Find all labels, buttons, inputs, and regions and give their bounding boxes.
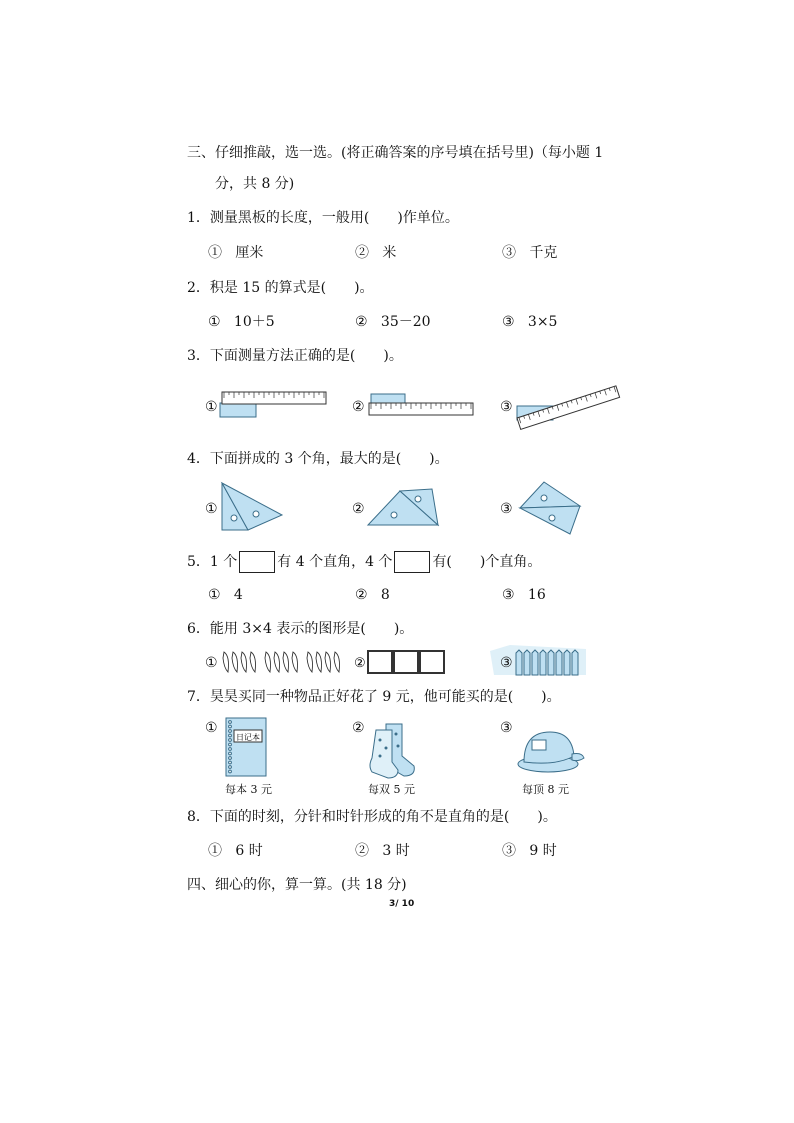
q8-option-2[interactable] <box>355 842 410 860</box>
q3-option-2-marker[interactable]: ② <box>352 399 365 415</box>
section4-title: 四、细心的你，算一算。(共 18 分) <box>187 877 407 893</box>
q3-ruler-figure-2 <box>367 390 477 420</box>
q2-option-1-text: 10＋5 <box>233 314 275 330</box>
question-6-stem: 6．能用 3×4 表示的图形是( )。 <box>187 621 414 637</box>
q1-option-2-text: 米 <box>382 245 397 261</box>
q7-option-3-marker[interactable]: ③ <box>500 720 513 736</box>
q5-option-2-marker: ② <box>355 587 368 603</box>
q2-option-1-marker: ① <box>208 314 221 330</box>
q5-option-2-text: 8 <box>380 587 390 603</box>
q8-option-1-text: 6 时 <box>235 843 263 859</box>
q1-option-2[interactable] <box>355 244 396 262</box>
q1-option-1-marker: ① <box>208 245 222 261</box>
q3-option-1-marker[interactable]: ① <box>205 399 218 415</box>
q8-option-3-text: 9 时 <box>529 843 557 859</box>
q8-option-3-marker: ③ <box>502 843 516 859</box>
rectangle-box-2 <box>394 551 430 573</box>
q5-option-1[interactable] <box>208 586 243 604</box>
q5-option-1-marker: ① <box>208 587 221 603</box>
question-7-stem: 7．昊昊买同一种物品正好花了 9 元，他可能买的是( )。 <box>187 689 561 705</box>
q2-option-2[interactable] <box>355 313 431 331</box>
q7-cap-figure <box>516 726 586 776</box>
q4-angle-figure-2 <box>366 485 441 530</box>
question-8-stem: 8．下面的时刻，分针和时针形成的角不是直角的是( )。 <box>187 809 557 825</box>
question-5-stem <box>187 551 541 573</box>
q1-option-3-marker: ③ <box>502 245 516 261</box>
q7-socks-figure <box>368 722 420 780</box>
q7-option-1-marker[interactable]: ① <box>205 720 218 736</box>
q8-option-2-marker: ② <box>355 843 369 859</box>
q6-option-1-marker[interactable]: ① <box>205 655 218 671</box>
q2-option-1[interactable] <box>208 313 275 331</box>
q7-option-1-caption: 每本 3 元 <box>225 783 272 796</box>
rectangle-box-1 <box>239 551 275 573</box>
q7-notebook-label: 日记本 <box>236 733 260 742</box>
q4-option-3-marker[interactable]: ③ <box>500 501 513 517</box>
q5-stem-part-c: 有( )个直角。 <box>432 554 542 570</box>
q8-option-1[interactable] <box>208 842 263 860</box>
q2-option-2-text: 35－20 <box>380 314 431 330</box>
q2-option-3[interactable] <box>502 313 557 331</box>
q7-notebook-figure <box>224 716 268 778</box>
q4-option-2-marker[interactable]: ② <box>352 501 365 517</box>
q3-ruler-figure-3 <box>515 380 625 430</box>
q3-option-3-marker[interactable]: ③ <box>500 399 513 415</box>
q7-option-2-marker[interactable]: ② <box>352 720 365 736</box>
section3-title-cont: 分，共 8 分) <box>215 176 295 192</box>
q1-option-2-marker: ② <box>355 245 369 261</box>
q5-option-3-marker: ③ <box>502 587 515 603</box>
q3-ruler-figure-1 <box>220 390 330 420</box>
q5-option-1-text: 4 <box>233 587 243 603</box>
q2-option-2-marker: ② <box>355 314 368 330</box>
q1-option-3[interactable] <box>502 244 557 262</box>
question-3-stem: 3．下面测量方法正确的是( )。 <box>187 348 403 364</box>
q8-option-2-text: 3 时 <box>382 843 410 859</box>
q5-option-2[interactable] <box>355 586 390 604</box>
q5-option-3[interactable] <box>502 586 546 604</box>
section3-title: 三、仔细推敲，选一选。(将正确答案的序号填在括号里)（每小题 1 <box>187 145 604 161</box>
q2-option-3-marker: ③ <box>502 314 515 330</box>
q5-stem-part-b: 有 4 个直角，4 个 <box>277 554 393 570</box>
q5-option-3-text: 16 <box>527 587 546 603</box>
q2-option-3-text: 3×5 <box>527 314 558 330</box>
q4-angle-figure-3 <box>514 478 589 536</box>
q6-option-3-marker[interactable]: ③ <box>500 655 513 671</box>
q6-option-2-marker[interactable]: ② <box>354 656 366 671</box>
q1-option-3-text: 千克 <box>529 245 558 261</box>
q8-option-3[interactable] <box>502 842 557 860</box>
q6-figure-peppers <box>220 648 350 676</box>
question-4-stem: 4．下面拼成的 3 个角，最大的是( )。 <box>187 451 449 467</box>
question-1-stem: 1．测量黑板的长度，一般用( )作单位。 <box>187 210 459 226</box>
q7-option-2-caption: 每双 5 元 <box>368 783 415 796</box>
q1-option-1[interactable] <box>208 244 263 262</box>
q5-stem-part-a: 5．1 个 <box>187 554 238 570</box>
page-number: 3/ 10 <box>389 899 415 909</box>
q4-angle-figure-1 <box>218 480 293 535</box>
q1-option-1-text: 厘米 <box>235 245 264 261</box>
q4-option-1-marker[interactable]: ① <box>205 501 218 517</box>
question-2-stem: 2．积是 15 的算式是( )。 <box>187 280 374 296</box>
q8-option-1-marker: ① <box>208 843 222 859</box>
q6-figure-squares <box>352 648 452 676</box>
q7-option-3-caption: 每顶 8 元 <box>522 783 569 796</box>
